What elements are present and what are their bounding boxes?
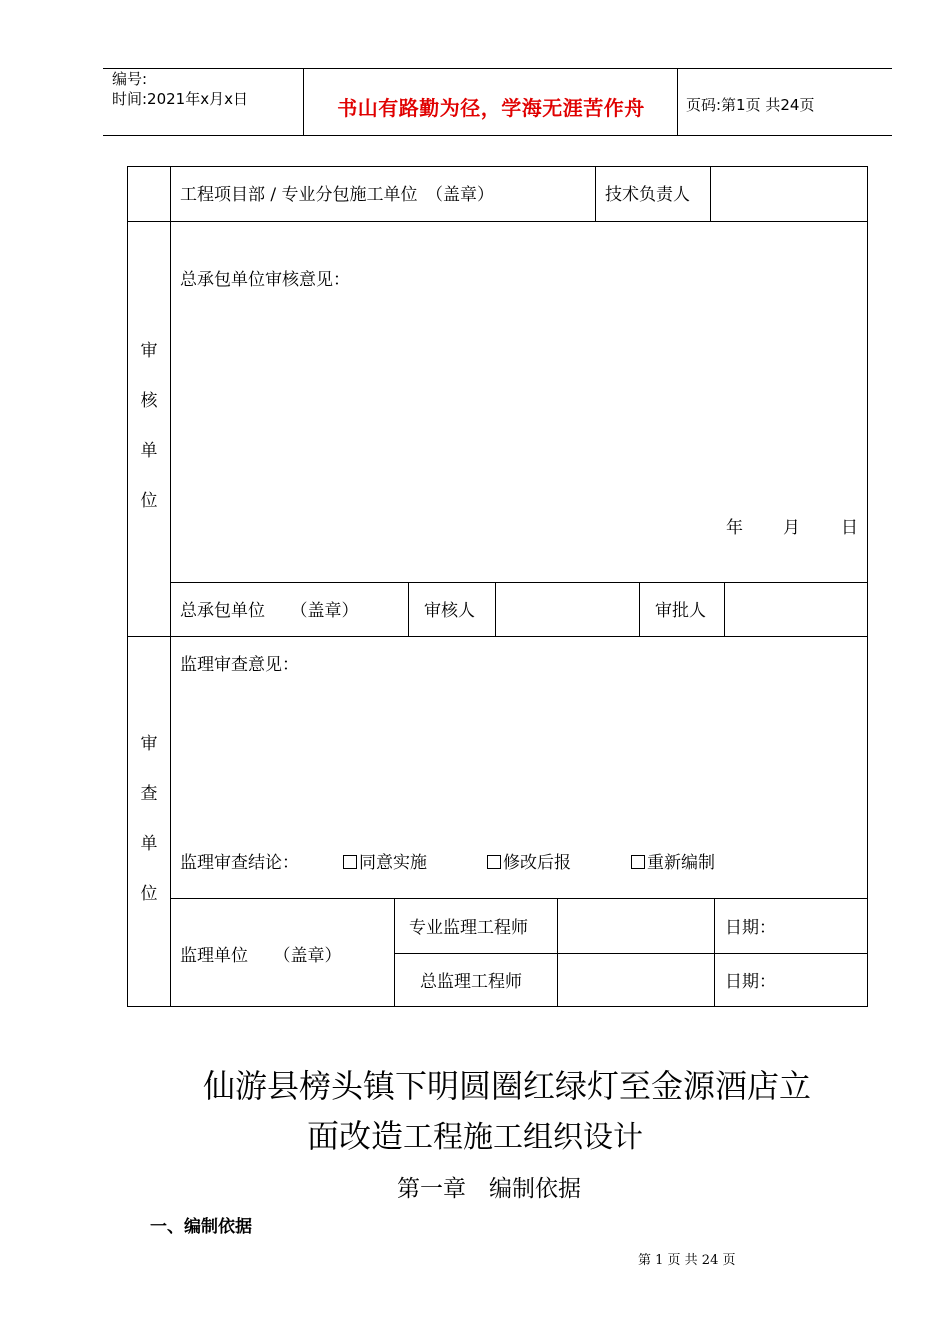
review-side-label-char: 审 bbox=[140, 341, 158, 361]
inspect-side-label-char: 单 bbox=[140, 834, 158, 854]
review-side-label-char: 核 bbox=[140, 391, 158, 411]
specialist-engineer-signature-field[interactable] bbox=[558, 899, 714, 953]
reviewer-label: 审核人 bbox=[424, 601, 475, 621]
table-rule bbox=[127, 1006, 868, 1007]
date-month-label: 月 bbox=[783, 518, 800, 538]
contractor-opinion-field[interactable] bbox=[172, 296, 862, 496]
chief-date-label: 日期： bbox=[725, 972, 776, 992]
doc-title-line2 bbox=[307, 1116, 643, 1158]
table-rule bbox=[170, 166, 171, 1007]
reviewer-signature-field[interactable] bbox=[496, 583, 639, 636]
table-rule bbox=[867, 166, 868, 1007]
page-info: 页码:第1页 共24页 bbox=[686, 96, 815, 114]
option-redo-label: 重新编制 bbox=[647, 853, 715, 873]
construction-unit-label: 工程项目部 / 专业分包施工单位 （盖章） bbox=[180, 185, 495, 205]
option-redo[interactable] bbox=[631, 853, 715, 873]
inspect-side-label-char: 查 bbox=[140, 784, 158, 804]
inspect-side-label-char: 审 bbox=[140, 734, 158, 754]
doc-title-line2-b: 工程施工组织设计 bbox=[403, 1120, 644, 1155]
chief-engineer-signature-field[interactable] bbox=[558, 954, 714, 1006]
table-rule bbox=[127, 221, 868, 222]
time-label: 时间:2021年x月x日 bbox=[112, 90, 248, 108]
review-side-label-char: 单 bbox=[140, 441, 158, 461]
checkbox-redo[interactable] bbox=[631, 855, 645, 869]
header-bottom-rule bbox=[103, 135, 892, 136]
option-revise[interactable] bbox=[487, 853, 571, 873]
header-top-rule bbox=[103, 68, 892, 69]
approver-signature-field[interactable] bbox=[725, 583, 867, 636]
chapter-heading: 第一章 编制依据 bbox=[397, 1176, 581, 1202]
supervisor-opinion-field[interactable] bbox=[172, 680, 862, 840]
page-footer: 第 1 页 共 24 页 bbox=[638, 1253, 736, 1268]
table-rule bbox=[170, 898, 868, 899]
supervisor-opinion-label: 监理审查意见： bbox=[180, 655, 299, 675]
specialist-date-label: 日期： bbox=[725, 918, 776, 938]
option-revise-label: 修改后报 bbox=[503, 853, 571, 873]
table-rule bbox=[408, 582, 409, 637]
checkbox-approve[interactable] bbox=[343, 855, 357, 869]
table-rule bbox=[394, 898, 395, 1007]
contractor-stamp-label: 总承包单位 （盖章） bbox=[180, 601, 359, 621]
option-approve-label: 同意实施 bbox=[359, 853, 427, 873]
checkbox-revise[interactable] bbox=[487, 855, 501, 869]
review-side-label-char: 位 bbox=[140, 491, 158, 511]
supervisor-conclusion-label: 监理审查结论： bbox=[180, 853, 299, 873]
date-year-label: 年 bbox=[726, 518, 743, 538]
doc-title-line2-a: 面改造 bbox=[307, 1117, 404, 1155]
doc-title-line1: 仙游县榜头镇下明圆圈红绿灯至金源酒店立 bbox=[203, 1067, 812, 1105]
section-heading: 一、编制依据 bbox=[150, 1217, 252, 1237]
table-rule bbox=[127, 636, 868, 637]
supervisor-stamp-label: 监理单位 （盖章） bbox=[180, 946, 342, 966]
table-rule bbox=[595, 166, 596, 222]
approver-label: 审批人 bbox=[655, 601, 706, 621]
table-rule bbox=[714, 898, 715, 1007]
table-rule bbox=[127, 166, 128, 1007]
header-motto: 书山有路勤为径，学海无涯苦作舟 bbox=[337, 96, 645, 120]
inspect-side-label-char: 位 bbox=[140, 884, 158, 904]
table-rule bbox=[639, 582, 640, 637]
option-approve[interactable] bbox=[343, 853, 427, 873]
number-label: 编号: bbox=[112, 70, 148, 88]
contractor-opinion-label: 总承包单位审核意见： bbox=[180, 270, 350, 290]
tech-lead-label: 技术负责人 bbox=[605, 185, 690, 205]
chief-engineer-label: 总监理工程师 bbox=[420, 972, 522, 992]
tech-lead-signature-field[interactable] bbox=[711, 167, 867, 221]
date-day-label: 日 bbox=[841, 518, 858, 538]
specialist-engineer-label: 专业监理工程师 bbox=[409, 918, 528, 938]
